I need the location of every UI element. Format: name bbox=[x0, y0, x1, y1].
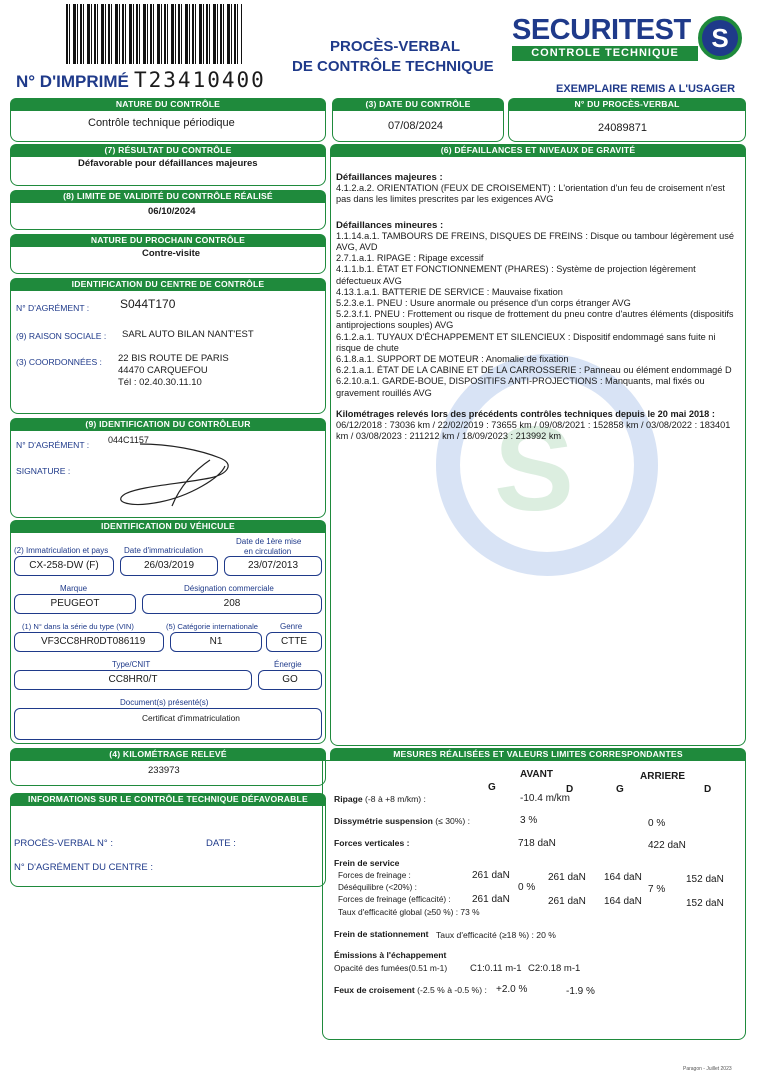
mineure-item: 1.1.14.a.1. TAMBOURS DE FREINS, DISQUES DE FREINS : Disque ou tambour légèrement usé AVG, AVD bbox=[336, 230, 734, 253]
prochain-value: Contre-visite bbox=[142, 248, 201, 259]
vin-field: VF3CC8HR0DT086119 bbox=[14, 632, 164, 652]
ffe-label: Forces de freinage (efficacité) : bbox=[338, 895, 451, 904]
taux-global: Taux d'efficacité global (≥50 %) : 73 % bbox=[338, 907, 480, 917]
signature-label: SIGNATURE : bbox=[16, 466, 71, 476]
km-history bbox=[336, 409, 736, 443]
mineure-item: 6.2.1.a.1. ÉTAT DE LA CABINE ET DE LA CARROSSERIE : Panneau ou élément endommagé D bbox=[336, 365, 732, 376]
deseq-ar: 7 % bbox=[648, 884, 666, 895]
genre-label: Genre bbox=[280, 622, 303, 631]
premiere-label-1: Date de 1ère mise bbox=[236, 537, 302, 546]
feux-range: (-2.5 % à -0.5 %) : bbox=[417, 985, 487, 995]
dissym-av: 3 % bbox=[520, 815, 538, 826]
mineure-item: 6.1.8.a.1. SUPPORT DE MOTEUR : Anomalie de fixation bbox=[336, 354, 569, 365]
energie-field: GO bbox=[258, 670, 322, 690]
km-text: 06/12/2018 : 73036 km / 22/02/2019 : 73655 km / 09/08/2021 : 152858 km / 03/08/2022 : 183401 km / 03/08/2023 : 211212 km / 18/09/2023 : 213992 km bbox=[336, 420, 731, 442]
ff-ar-d: 152 daN bbox=[686, 874, 724, 885]
frein-service-label: Frein de service bbox=[334, 858, 400, 868]
brand-sub: CONTROLE TECHNIQUE bbox=[512, 46, 698, 61]
designation-field: 208 bbox=[142, 594, 322, 614]
mineure-item: 5.2.3.e.1. PNEU : Usure anormale ou présence d'un corps étranger AVG bbox=[336, 298, 631, 309]
validite-value: 06/10/2024 bbox=[148, 206, 196, 217]
doc-title-1: PROCÈS-VERBAL bbox=[330, 38, 461, 55]
deseq-label: Déséquilibre (<20%) : bbox=[338, 883, 417, 892]
ripage-label bbox=[334, 794, 426, 804]
ripage-unit: (-8 à +8 m/km) : bbox=[365, 794, 426, 804]
date-immat-field: 26/03/2019 bbox=[120, 556, 218, 576]
controleur-agrement-label: N° D'AGRÉMENT : bbox=[16, 440, 90, 450]
imprime-label: N° D'IMPRIMÉ bbox=[16, 72, 129, 91]
designation-label: Désignation commerciale bbox=[184, 584, 274, 593]
ff-label: Forces de freinage : bbox=[338, 871, 411, 880]
centre-agrement-label: N° D'AGRÉMENT : bbox=[16, 303, 90, 313]
mineure-item: 6.1.2.a.1. TUYAUX D'ÉCHAPPEMENT ET SILENCIEUX : Dispositif endommagé sans fuite ni risque de chute bbox=[336, 331, 716, 353]
categorie-label: (5) Catégorie internationale bbox=[166, 622, 259, 631]
fv-ar: 422 daN bbox=[648, 840, 686, 851]
ffe-av-d: 261 daN bbox=[548, 896, 586, 907]
imprime-number: T23410400 bbox=[134, 68, 266, 92]
ff-av-d: 261 daN bbox=[548, 872, 586, 883]
docs-value: Certificat d'immatriculation bbox=[142, 713, 240, 723]
feux-d: -1.9 % bbox=[566, 986, 595, 997]
exemplaire-label: EXEMPLAIRE REMIS A L'USAGER bbox=[556, 83, 736, 95]
resultat-header: (7) RÉSULTAT DU CONTRÔLE bbox=[10, 144, 326, 156]
mineure-item: 5.2.3.f.1. PNEU : Frottement ou risque de frottement du pneu contre d'autres éléments (dispositifs antiprojections souples) AVG bbox=[336, 309, 734, 331]
immat-label: (2) Immatriculation et pays bbox=[14, 546, 109, 555]
frein-stat-label: Frein de stationnement bbox=[334, 929, 429, 939]
centre-agrement-value: S044T170 bbox=[120, 297, 176, 311]
controleur-agrement-value: 044C1157 bbox=[108, 435, 149, 445]
ffe-ar-g: 164 daN bbox=[604, 896, 642, 907]
feux-title: Feux de croisement bbox=[334, 985, 415, 995]
securitest-logo bbox=[508, 14, 746, 62]
centre-coord-line2: 44470 CARQUEFOU bbox=[118, 365, 208, 376]
emissions-label: Émissions à l'échappement bbox=[334, 950, 447, 960]
dissym-label bbox=[334, 816, 470, 826]
kilometrage-value: 233973 bbox=[148, 765, 180, 776]
centre-coord-line3: Tél : 02.40.30.11.10 bbox=[118, 377, 202, 388]
dissym-ar: 0 % bbox=[648, 818, 666, 829]
arriere-g-label: G bbox=[616, 784, 624, 795]
kilometrage-header: (4) KILOMÉTRAGE RELEVÉ bbox=[10, 748, 326, 760]
centre-coord-line1: 22 BIS ROUTE DE PARIS bbox=[118, 353, 229, 364]
avant-label: AVANT bbox=[520, 769, 553, 780]
signature-image bbox=[100, 436, 250, 518]
immat-field: CX-258-DW (F) bbox=[14, 556, 114, 576]
mineure-item: 4.1.1.b.1. ÉTAT ET FONCTIONNEMENT (PHARES) : Système de projection légèrement défectueux AVG bbox=[336, 264, 696, 286]
dissym-unit: (≤ 30%) : bbox=[435, 816, 471, 826]
feux-g: +2.0 % bbox=[496, 984, 528, 995]
mineures-title: Défaillances mineures : bbox=[336, 219, 444, 231]
doc-title-2: DE CONTRÔLE TECHNIQUE bbox=[292, 58, 494, 75]
fv-av: 718 daN bbox=[518, 838, 556, 849]
centre-coord-label: (3) COORDONNÉES : bbox=[16, 357, 102, 367]
nature-value: Contrôle technique périodique bbox=[88, 117, 235, 129]
arriere-label: ARRIERE bbox=[640, 771, 686, 782]
defaillances-content bbox=[336, 166, 736, 442]
mineure-item: 4.13.1.a.1. BATTERIE DE SERVICE : Mauvaise fixation bbox=[336, 286, 563, 297]
categorie-field: N1 bbox=[170, 632, 262, 652]
date-controle-header: (3) DATE DU CONTRÔLE bbox=[332, 98, 504, 110]
opacite-label: Opacité des fumées(0.51 m-1) bbox=[334, 963, 448, 973]
resultat-value: Défavorable pour défaillances majeures bbox=[78, 158, 258, 169]
defavorable-header: INFORMATIONS SUR LE CONTRÔLE TECHNIQUE DÉFAVORABLE bbox=[10, 793, 326, 805]
date-immat-label: Date d'immatriculation bbox=[124, 546, 203, 555]
type-field: CC8HR0/T bbox=[14, 670, 252, 690]
majeure-item: 4.1.2.a.2. ORIENTATION (FEUX DE CROISEMENT) : L'orientation d'un feu de croisement n'est pas dans les limites prescrites par les exigences AVG bbox=[336, 183, 725, 205]
pv-number-header: N° DU PROCÈS-VERBAL bbox=[508, 98, 746, 110]
defav-agrement-label: N° D'AGRÉMENT DU CENTRE : bbox=[14, 862, 153, 873]
frein-stat-value: Taux d'efficacité (≥18 %) : 20 % bbox=[436, 930, 556, 940]
marque-label: Marque bbox=[60, 584, 88, 593]
date-controle-value: 07/08/2024 bbox=[388, 120, 444, 132]
marque-field: PEUGEOT bbox=[14, 594, 136, 614]
defav-date-label: DATE : bbox=[206, 838, 236, 849]
ffe-av-g: 261 daN bbox=[472, 894, 510, 905]
fv-label: Forces verticales : bbox=[334, 838, 410, 848]
mineure-item: 6.2.10.a.1. GARDE-BOUE, DISPOSITIFS ANTI-PROJECTIONS : Manquants, mal fixés ou gravement rouillés AVG bbox=[336, 376, 705, 398]
controleur-header: (9) IDENTIFICATION DU CONTRÔLEUR bbox=[10, 418, 326, 430]
validite-header: (8) LIMITE DE VALIDITÉ DU CONTRÔLE RÉALISÉ bbox=[10, 190, 326, 202]
footer-note: Paragon - Juillet 2023 bbox=[683, 1066, 732, 1072]
ripage-value: -10.4 m/km bbox=[520, 793, 571, 804]
mesures-header: MESURES RÉALISÉES ET VALEURS LIMITES CORRESPONDANTES bbox=[330, 748, 746, 760]
ff-av-g: 261 daN bbox=[472, 870, 510, 881]
type-label: Type/CNIT bbox=[112, 660, 151, 669]
centre-raison-value: SARL AUTO BILAN NANT'EST bbox=[122, 329, 254, 340]
opacite-c2: C2:0.18 m-1 bbox=[528, 963, 581, 974]
brand-name: SECURITEST bbox=[512, 14, 691, 46]
vehicule-header: IDENTIFICATION DU VÉHICULE bbox=[10, 520, 326, 532]
watermark-s-icon: S bbox=[494, 402, 575, 536]
prochain-header: NATURE DU PROCHAIN CONTRÔLE bbox=[10, 234, 326, 246]
avant-g-label: G bbox=[488, 782, 496, 793]
opacite-c1: C1:0.11 m-1 bbox=[470, 963, 522, 974]
ripage-title: Ripage bbox=[334, 794, 363, 804]
deseq-av: 0 % bbox=[518, 882, 536, 893]
ff-ar-g: 164 daN bbox=[604, 872, 642, 883]
barcode bbox=[66, 4, 242, 64]
km-title: Kilométrages relevés lors des précédents contrôles techniques depuis le 20 mai 2018 : bbox=[336, 408, 715, 419]
defav-pv-label: PROCÈS-VERBAL N° : bbox=[14, 838, 113, 849]
vin-label: (1) N° dans la série du type (VIN) bbox=[22, 622, 134, 631]
dissym-title: Dissymétrie suspension bbox=[334, 816, 433, 826]
pv-number-value: 24089871 bbox=[598, 122, 647, 134]
premiere-label-2: en circulation bbox=[244, 547, 292, 556]
brand-s-icon: S bbox=[698, 16, 742, 60]
energie-label: Énergie bbox=[274, 660, 302, 669]
majeures-title: Défaillances majeures : bbox=[336, 172, 443, 183]
premiere-field: 23/07/2013 bbox=[224, 556, 322, 576]
nature-header: NATURE DU CONTRÔLE bbox=[10, 98, 326, 110]
centre-raison-label: (9) RAISON SOCIALE : bbox=[16, 331, 107, 341]
genre-field: CTTE bbox=[266, 632, 322, 652]
mineure-item: 2.7.1.a.1. RIPAGE : Ripage excessif bbox=[336, 253, 484, 264]
feux-label bbox=[334, 985, 487, 995]
docs-label: Document(s) présenté(s) bbox=[120, 698, 209, 707]
arriere-d-label: D bbox=[704, 784, 712, 795]
ffe-ar-d: 152 daN bbox=[686, 898, 724, 909]
defaillances-header: (6) DÉFAILLANCES ET NIVEAUX DE GRAVITÉ bbox=[330, 144, 746, 156]
avant-d-label: D bbox=[566, 784, 574, 795]
centre-header: IDENTIFICATION DU CENTRE DE CONTRÔLE bbox=[10, 278, 326, 290]
